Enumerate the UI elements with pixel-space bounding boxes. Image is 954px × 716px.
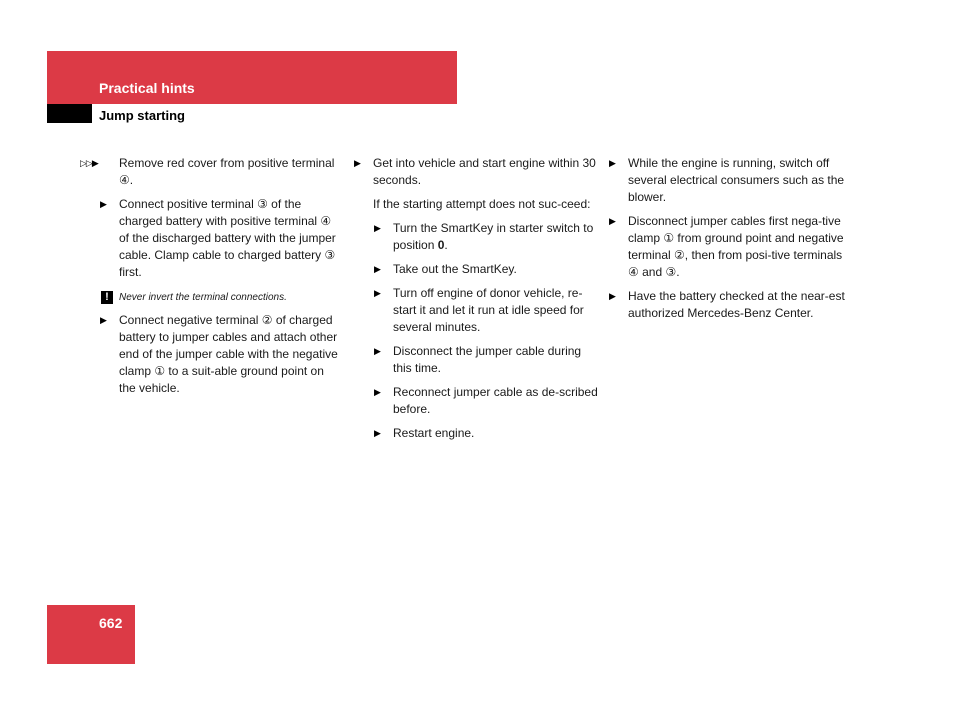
- sub-list-item: [354, 220, 599, 254]
- list-item-text: Connect positive terminal ③ of the charged battery with positive terminal ④ of the discharged battery with the jumper cable. Clamp cable to charged battery ③ first.: [119, 197, 336, 279]
- sub-item-text: Disconnect the jumper cable during this time.: [393, 344, 582, 375]
- sub-list-item: [354, 425, 599, 442]
- sub-item-text: [393, 221, 593, 252]
- paragraph: If the starting attempt does not suc-ceed:: [373, 197, 591, 211]
- section-title: Practical hints: [99, 80, 195, 96]
- list-item: [80, 196, 342, 281]
- bullet-arrow-icon: ▶: [100, 315, 107, 325]
- sub-item-text-prefix: Turn the SmartKey in starter switch to position: [393, 221, 594, 252]
- list-item: [609, 288, 849, 322]
- subsection-title: Jump starting: [99, 108, 185, 123]
- list-item-text: Connect negative terminal ② of charged battery to jumper cables and attach other end of the jumper cable with the negative clamp ① to a suit-able ground point on the vehicle.: [119, 313, 338, 395]
- list-item-text: Disconnect jumper cables first nega-tive clamp ① from ground point and negative terminal ②, then from posi-tive terminals ④ and ③.: [628, 214, 844, 279]
- continuation-arrow-icon: ▷▷▶: [80, 158, 98, 168]
- sub-item-text-suffix: .: [444, 238, 448, 252]
- bullet-arrow-icon: ▶: [374, 346, 381, 356]
- list-item-text: Have the battery checked at the near-est authorized Mercedes-Benz Center.: [628, 289, 845, 320]
- sub-item-text: Turn off engine of donor vehicle, re-start it and let it run at idle speed for several minutes.: [393, 286, 584, 334]
- list-item-text: Get into vehicle and start engine within 30 seconds.: [373, 156, 596, 187]
- sub-list-item: [354, 285, 599, 336]
- page-number-box: [47, 605, 135, 664]
- column-3: [609, 155, 849, 329]
- bullet-arrow-icon: ▶: [374, 288, 381, 298]
- bullet-arrow-icon: ▶: [609, 158, 616, 168]
- warning-text: Never invert the terminal connections.: [119, 292, 287, 303]
- bullet-arrow-icon: ▶: [374, 264, 381, 274]
- section-tab-marker: [47, 104, 92, 123]
- list-item: [354, 155, 599, 189]
- sub-item-text: Restart engine.: [393, 426, 475, 440]
- bullet-arrow-icon: ▶: [374, 428, 381, 438]
- bullet-arrow-icon: ▶: [374, 223, 381, 233]
- header-band: [47, 51, 457, 104]
- list-item-text: Remove red cover from positive terminal ④.: [119, 156, 335, 187]
- column-1: [80, 155, 342, 404]
- list-item: [80, 155, 342, 189]
- position-value: 0: [437, 238, 445, 252]
- sub-item-text: Take out the SmartKey.: [393, 262, 517, 276]
- sub-list-item: [354, 384, 599, 418]
- bullet-arrow-icon: ▶: [354, 158, 361, 168]
- bullet-arrow-icon: ▶: [609, 291, 616, 301]
- bullet-arrow-icon: ▶: [609, 216, 616, 226]
- column-2: [354, 155, 599, 449]
- list-item-text: While the engine is running, switch off several electrical consumers such as the blower.: [628, 156, 845, 204]
- sub-list-item: [354, 261, 599, 278]
- list-item: [80, 312, 342, 397]
- page-number: 662: [99, 615, 123, 631]
- warning-icon: !: [101, 291, 113, 304]
- bullet-arrow-icon: ▶: [374, 387, 381, 397]
- list-item: [609, 155, 849, 206]
- list-item: [609, 213, 849, 281]
- sub-list-item: [354, 343, 599, 377]
- warning-note: [80, 291, 342, 305]
- sub-item-text: Reconnect jumper cable as de-scribed before.: [393, 385, 598, 416]
- bullet-arrow-icon: ▶: [100, 199, 107, 209]
